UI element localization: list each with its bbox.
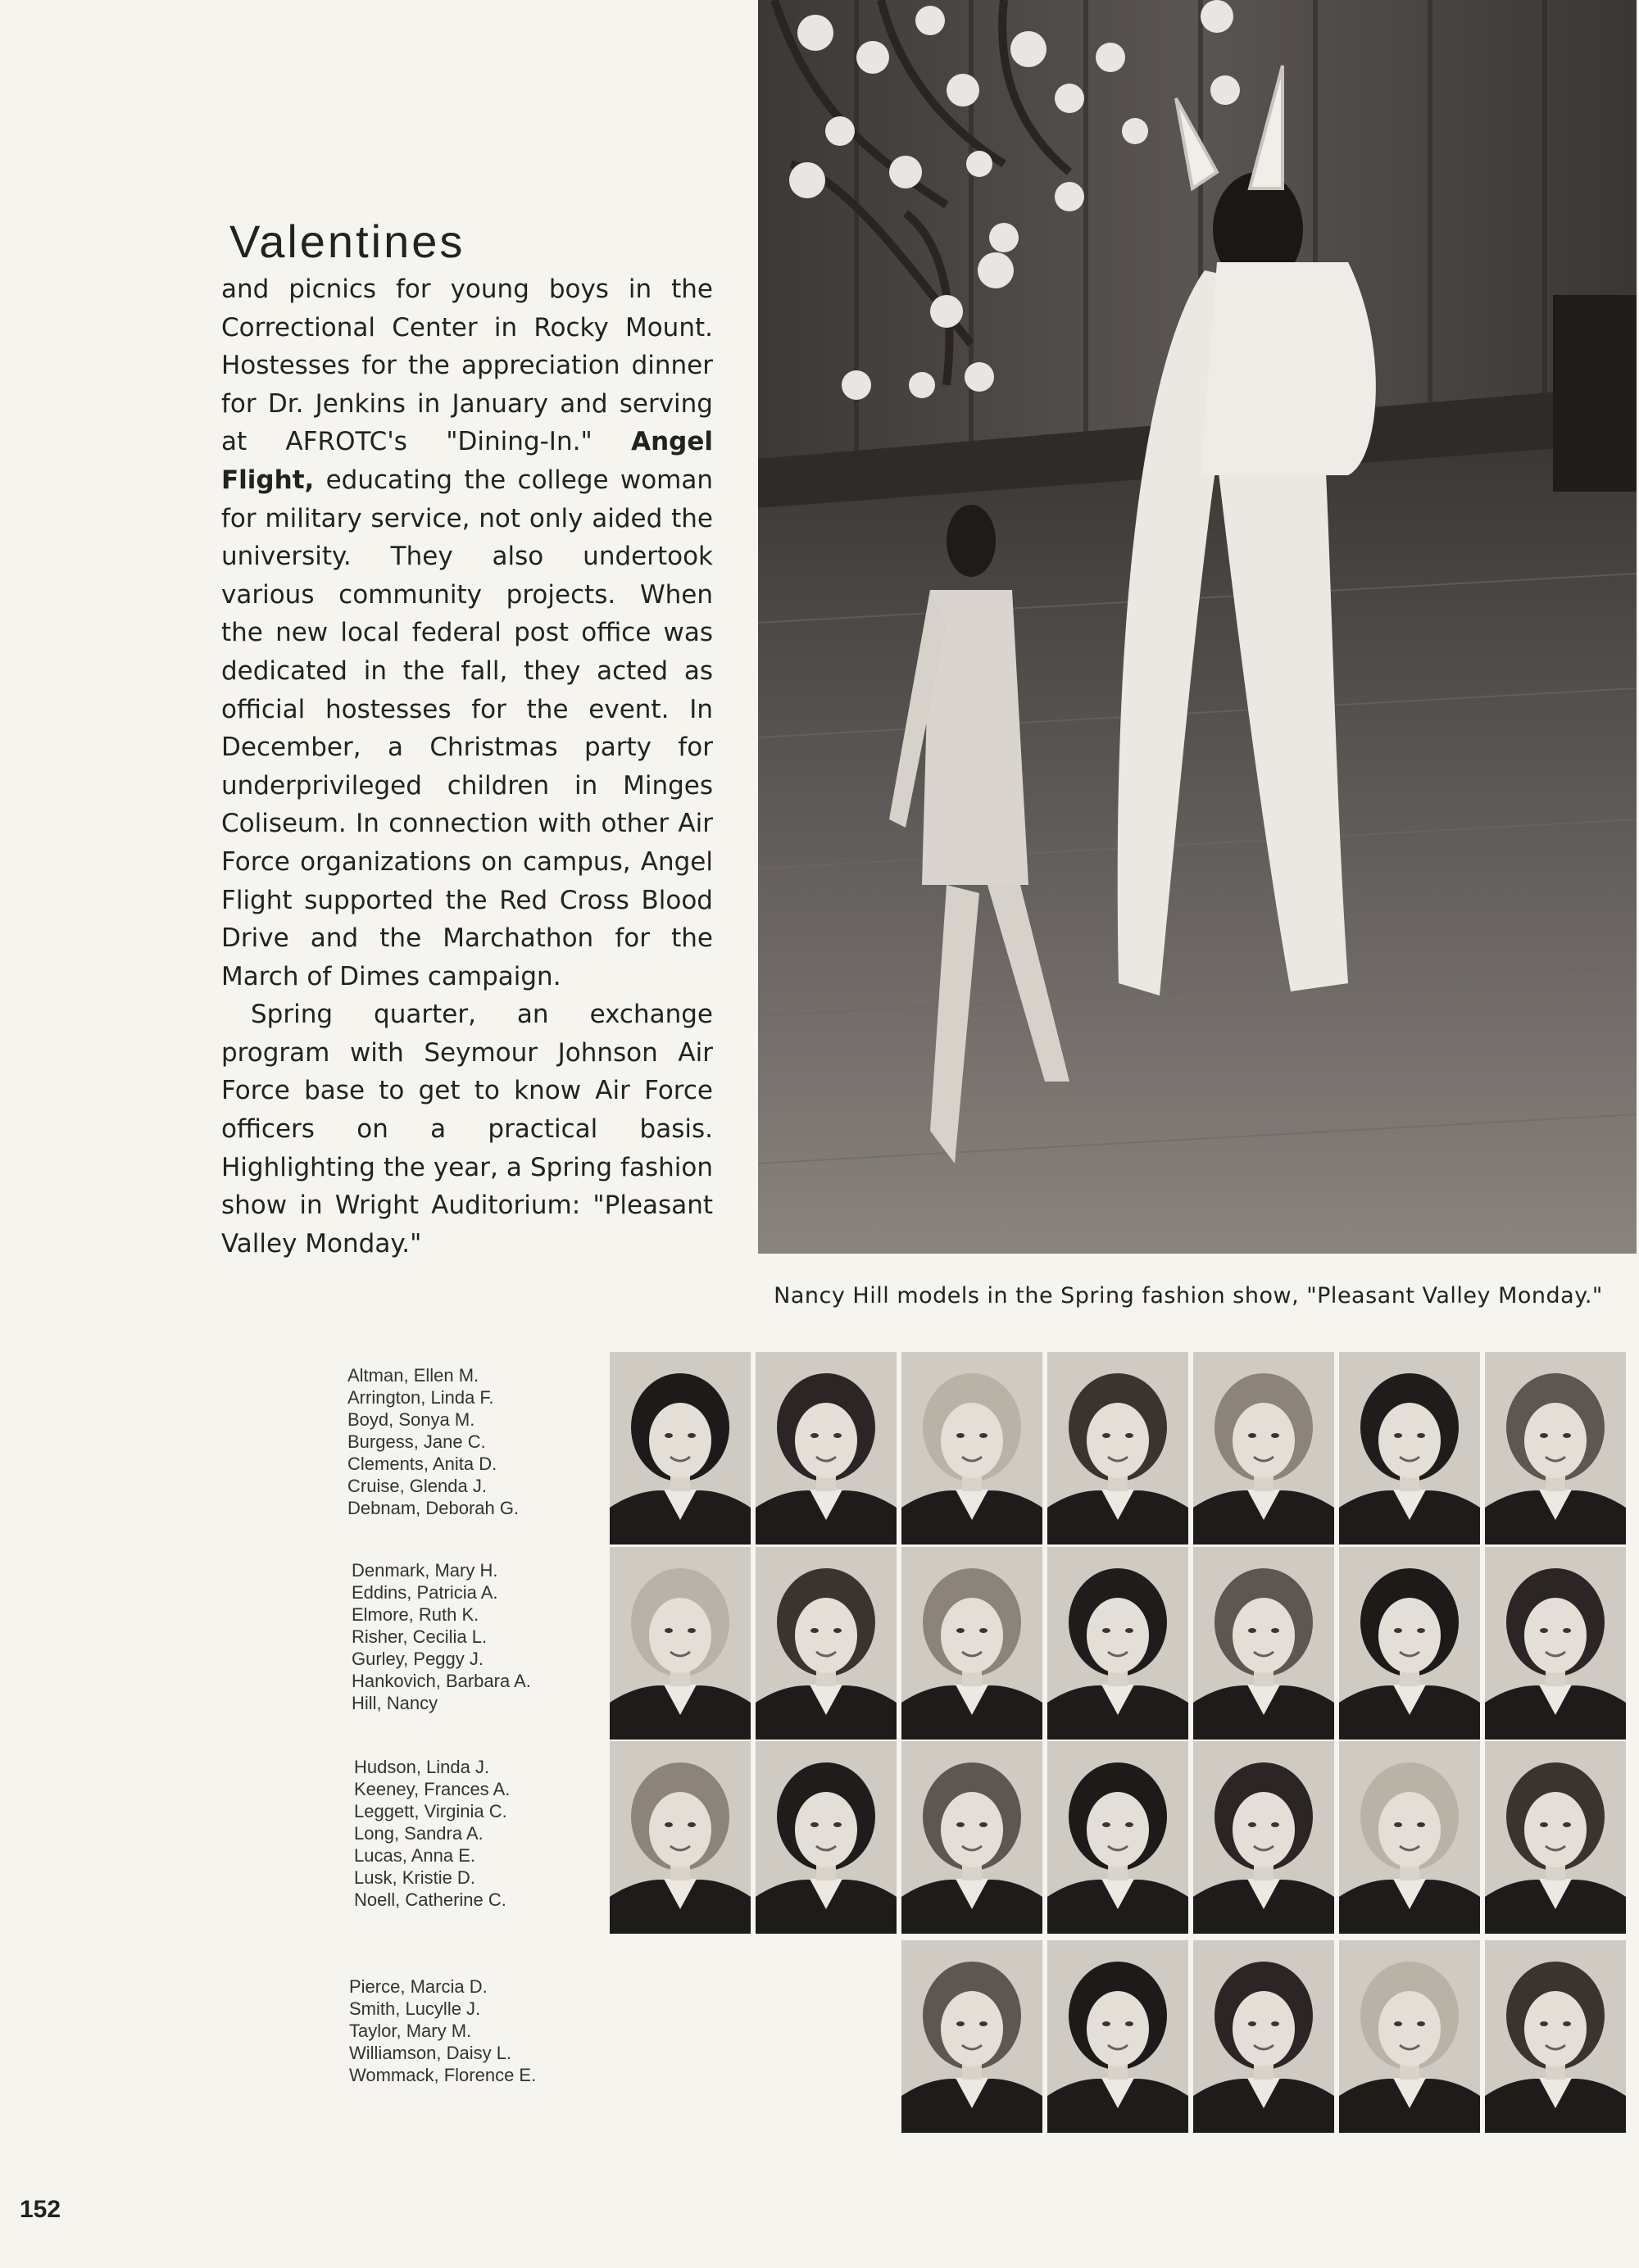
roster-name: Hankovich, Barbara A. — [352, 1671, 531, 1691]
portrait-photo — [610, 1352, 751, 1545]
portrait-photo — [1339, 1352, 1480, 1545]
roster-name: Keeney, Frances A. — [354, 1779, 511, 1799]
portrait-photo — [610, 1547, 751, 1740]
portrait-photo — [901, 1741, 1042, 1934]
roster-name: Leggett, Virginia C. — [354, 1801, 507, 1821]
portrait-photo — [1047, 1352, 1188, 1545]
portrait-photo — [1193, 1352, 1334, 1545]
portrait-photo — [1193, 1940, 1334, 2133]
roster-name: Boyd, Sonya M. — [347, 1409, 475, 1430]
portrait-photo — [1485, 1741, 1626, 1934]
portrait-photo — [901, 1547, 1042, 1740]
page-number: 152 — [20, 2196, 61, 2223]
article-paragraph-1 — [221, 270, 713, 996]
roster-name: Eddins, Patricia A. — [352, 1582, 498, 1603]
paragraph-1-text-b: educating the college woman for military service, not only aided the university. They also undertook various community projects. When the new local federal post office was dedicated in the fall, they acted as official hostesses for the event. In December, a Christmas party for underprivileged children in Minges Coliseum. In connection with other Air Force organizations on campus, Angel Flight supported the Red Cross Blood Drive and the Marchathon for the March of Dimes campaign. — [221, 465, 714, 991]
roster-name: Williamson, Daisy L. — [349, 2043, 512, 2063]
roster-name: Taylor, Mary M. — [349, 2021, 472, 2041]
roster-names-row-1 — [347, 1364, 519, 1519]
photo-caption: Nancy Hill models in the Spring fashion show, "Pleasant Valley Monday." — [774, 1283, 1603, 1309]
roster-name: Altman, Ellen M. — [347, 1365, 479, 1386]
roster-name: Wommack, Florence E. — [349, 2065, 537, 2085]
portrait-photo — [1047, 1547, 1188, 1740]
roster-name: Arrington, Linda F. — [347, 1387, 494, 1408]
portrait-photo — [1339, 1547, 1480, 1740]
roster-name: Hudson, Linda J. — [354, 1757, 490, 1777]
fashion-show-photo — [758, 0, 1637, 1254]
roster-name: Gurley, Peggy J. — [352, 1649, 484, 1669]
roster-name: Noell, Catherine C. — [354, 1889, 506, 1910]
portrait-photo — [610, 1741, 751, 1934]
fashion-show-illustration — [758, 0, 1637, 1254]
roster-name: Debnam, Deborah G. — [347, 1498, 520, 1518]
roster-name: Lusk, Kristie D. — [354, 1867, 475, 1888]
portrait-photo — [1193, 1547, 1334, 1740]
roster-name: Smith, Lucylle J. — [349, 1998, 481, 2019]
article-paragraph-2: Spring quarter, an exchange program with Seymour Johnson Air Force base to get to know Air Force officers on a practical basis. Highlighting the year, a Spring fashion show in Wright Auditorium: "Pleasant Valley Monday." — [221, 1000, 713, 1259]
portrait-photo — [901, 1352, 1042, 1545]
roster-name: Clements, Anita D. — [347, 1454, 497, 1474]
roster-name: Risher, Cecilia L. — [352, 1626, 488, 1647]
roster-name: Cruise, Glenda J. — [347, 1476, 487, 1496]
portrait-photo — [756, 1547, 897, 1740]
portrait-photo — [756, 1352, 897, 1545]
angel-flight-bold: Angel Flight, — [221, 427, 713, 495]
roster-names-row-3 — [354, 1756, 510, 1911]
roster-name: Pierce, Marcia D. — [349, 1976, 488, 1997]
portrait-photo — [1339, 1940, 1480, 2133]
paragraph-1-text-a: and picnics for young boys in the Correctional Center in Rocky Mount. Hostesses for the appreciation dinner for Dr. Jenkins in January and serving at AFROTC's "Dining-In." — [221, 274, 713, 457]
portrait-photo — [1193, 1741, 1334, 1934]
roster-name: Denmark, Mary H. — [352, 1560, 498, 1581]
roster-name: Long, Sandra A. — [354, 1823, 484, 1844]
roster-names-row-2 — [352, 1559, 531, 1714]
roster-name: Hill, Nancy — [352, 1693, 438, 1713]
roster-name: Lucas, Anna E. — [354, 1845, 475, 1866]
portrait-photo — [1047, 1940, 1188, 2133]
article-body — [221, 270, 713, 1263]
roster-name: Burgess, Jane C. — [347, 1431, 486, 1452]
article-heading: Valentines — [229, 215, 465, 267]
portrait-photo — [1485, 1547, 1626, 1740]
portrait-photo — [756, 1741, 897, 1934]
portrait-photo — [1047, 1741, 1188, 1934]
portrait-photo — [1485, 1940, 1626, 2133]
roster-name: Elmore, Ruth K. — [352, 1604, 479, 1625]
portrait-photo — [1339, 1741, 1480, 1934]
portrait-photo — [901, 1940, 1042, 2133]
portrait-photo — [1485, 1352, 1626, 1545]
roster-names-row-4 — [349, 1975, 536, 2086]
